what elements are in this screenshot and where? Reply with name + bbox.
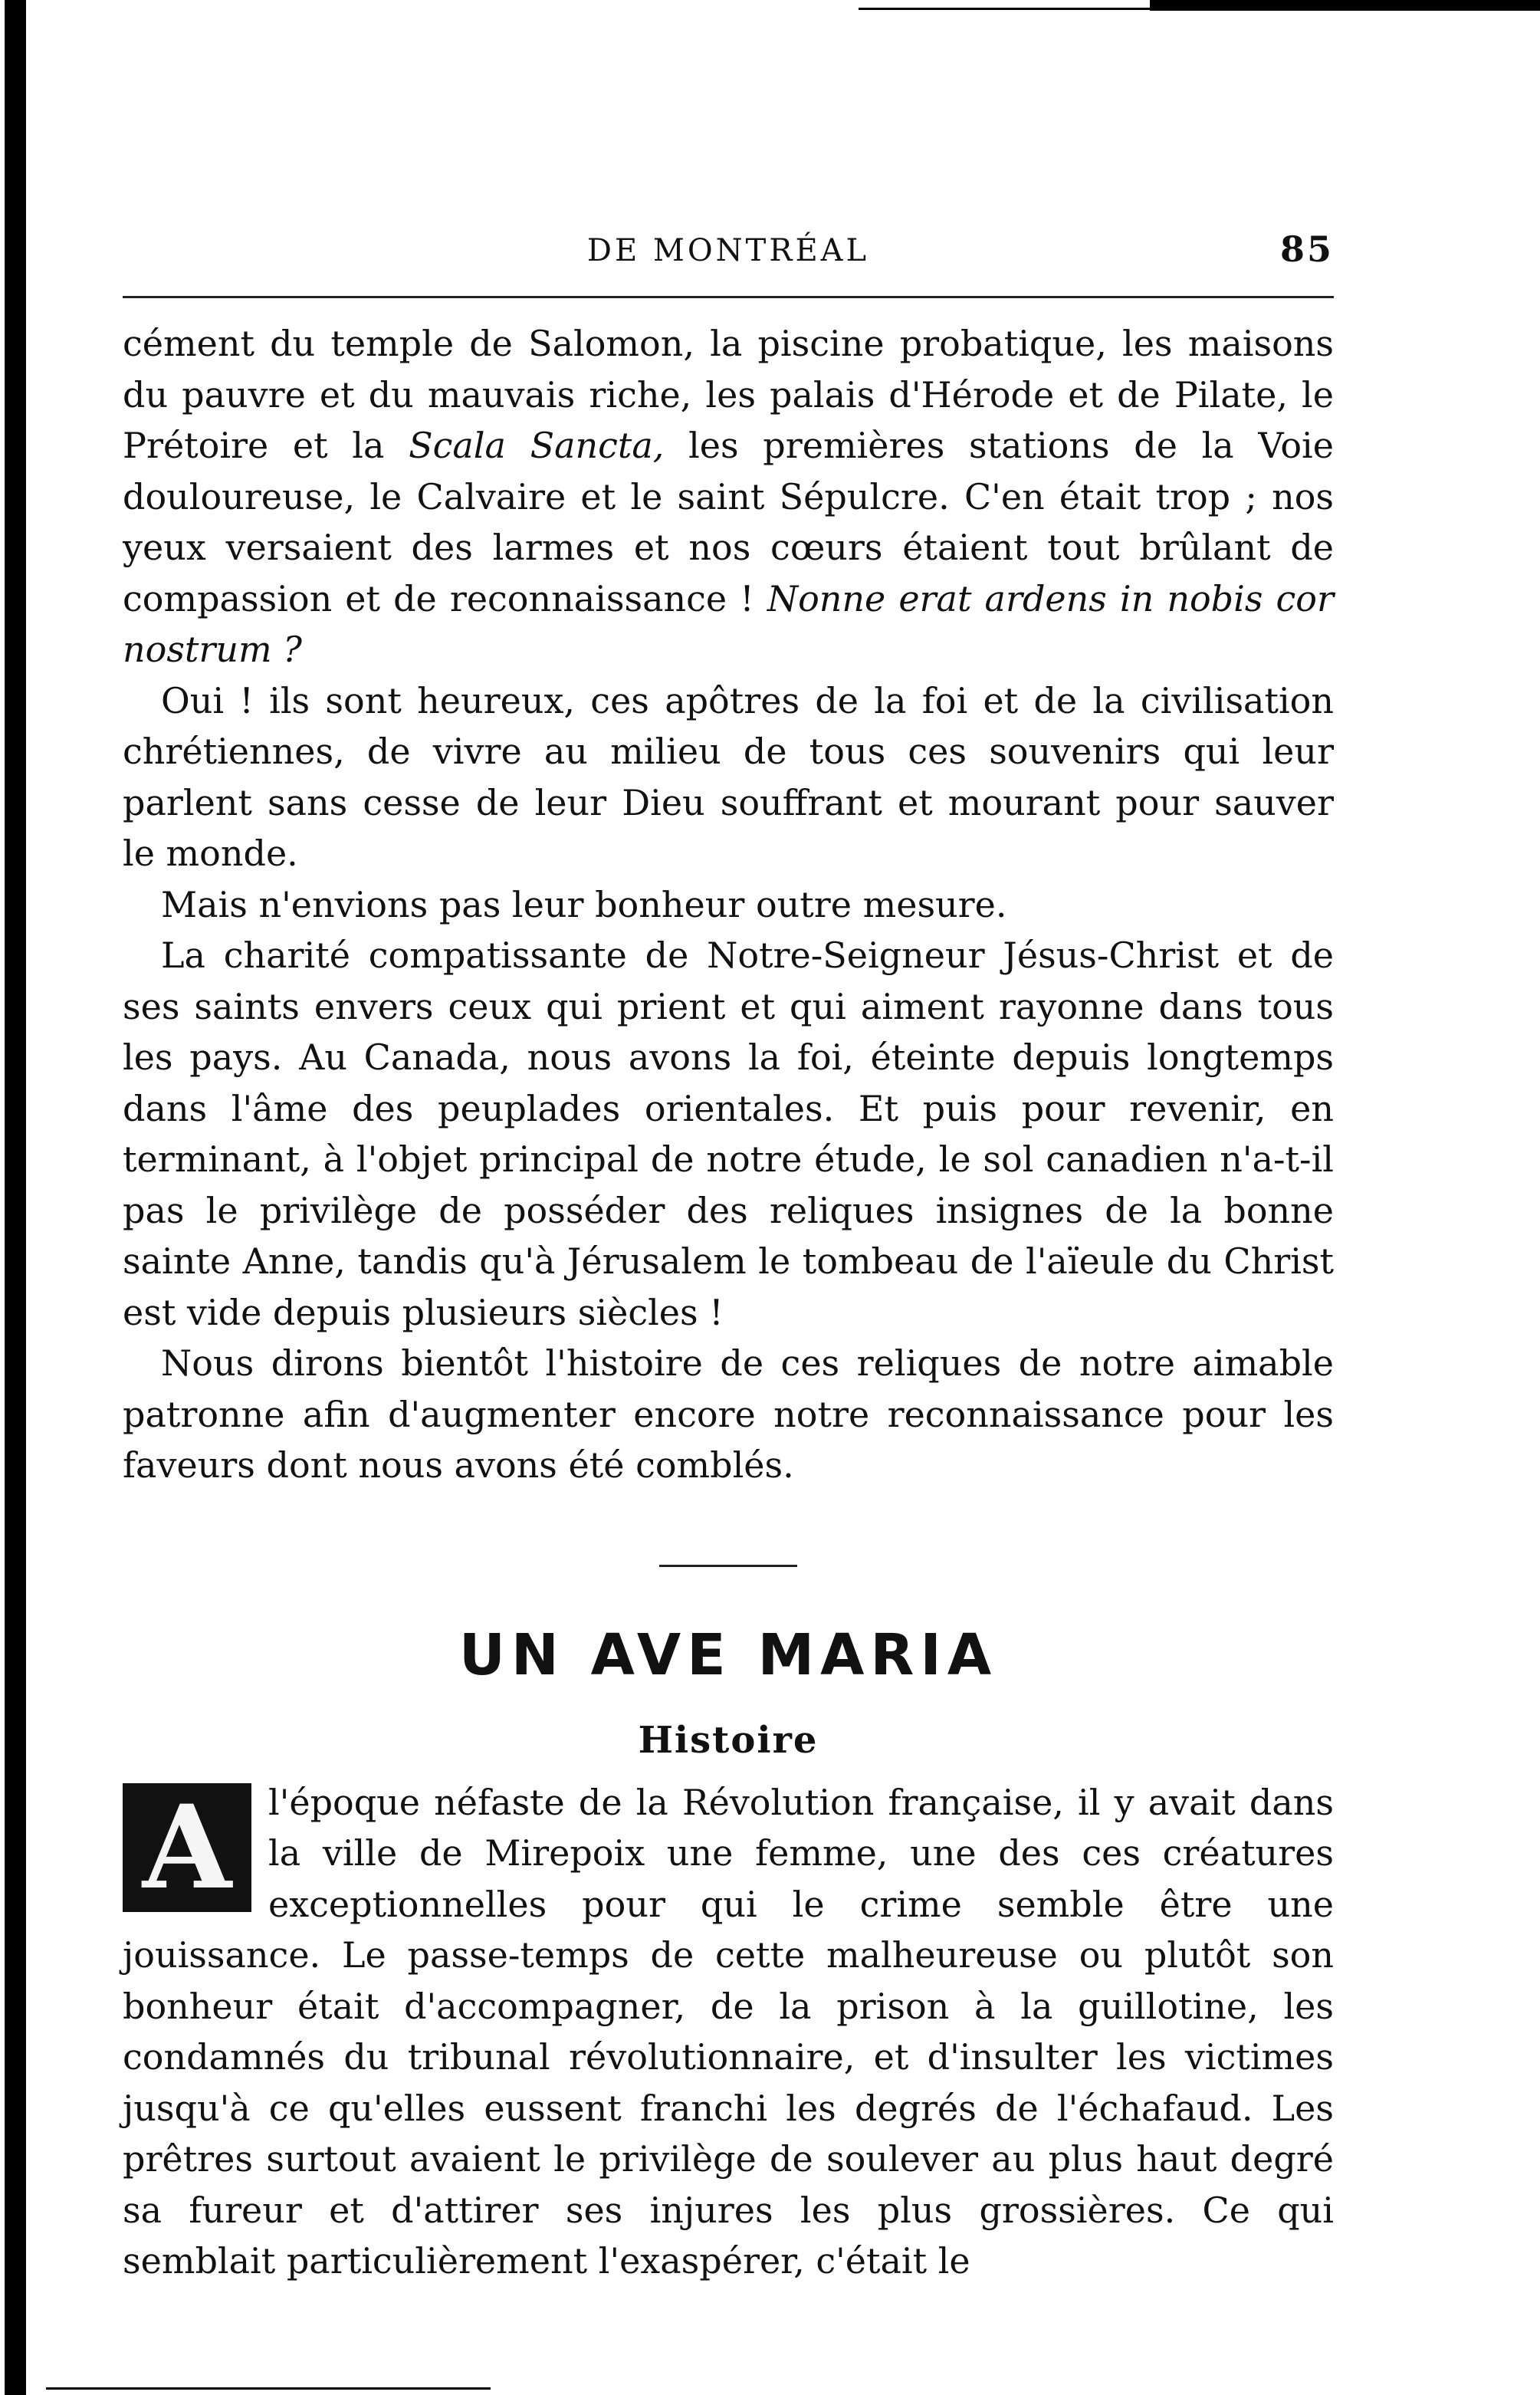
- drop-cap-ornament: [123, 1779, 251, 1915]
- paragraph-1: [123, 318, 1334, 675]
- paragraph-1-italic-scala: Scala Sancta,: [409, 425, 665, 466]
- scan-border-left: [5, 0, 26, 2395]
- paragraph-4: La charité compatissante de Notre-Seigneur Jésus-Christ et de ses saints envers ceux qui prient et qui aiment rayonne dans tous les pays. Au Canada, nous avons la foi, éteinte depuis longtemps dans l'âme des peuplades orientales. Et puis pour revenir, en terminant, à l'objet principal de notre étude, le sol canadien n'a-t-il pas le privilège de posséder des reliques insignes de la bonne sainte Anne, tandis qu'à Jérusalem le tombeau de l'aïeule du Christ est vide depuis plusieurs siècles !: [123, 935, 1334, 1333]
- section-subtitle: Histoire: [638, 1718, 819, 1762]
- story-block: [123, 1777, 1334, 2287]
- scan-border-top-thin: [859, 8, 1157, 10]
- paragraph-3: Mais n'envions pas leur bonheur outre mesure.: [161, 883, 1007, 925]
- running-head: [123, 222, 1334, 284]
- paragraph-5: Nous dirons bientôt l'histoire de ces reliques de notre aimable patronne afin d'augmenter encore notre reconnaissance pour les faveurs dont nous avons été comblés.: [123, 1342, 1334, 1486]
- section-separator: [659, 1565, 797, 1567]
- scan-border-bottom: [46, 2387, 491, 2390]
- story-body: l'époque néfaste de la Révolution française, il y avait dans la ville de Mirepoix une femme, une des ces créatures exceptionnelles pour qui le crime semble être une jouissance. Le passe-temps de cette malheureuse ou plutôt son bonheur était d'accompagner, de la prison à la guillotine, les condamnés du tribunal révolutionnaire, et d'insulter les victimes jusqu'à ce qu'elles eussent franchi les degrés de l'échafaud. Les prêtres surtout avaient le privilège de soulever au plus haut degré sa fureur et d'attirer ses injures les plus grossières. Ce qui semblait particulièrement l'exaspérer, c'était le: [123, 1781, 1334, 2282]
- running-title: DE MONTRÉAL: [586, 233, 870, 268]
- page-number: 85: [1279, 228, 1334, 270]
- paragraph-1-italic-latin: Nonne erat ardens in nobis cor nostrum ?: [123, 577, 1334, 670]
- paragraph-1-text: cément du temple de Salomon, la piscine probatique, les maisons du pauvre et du mauvais riche, les palais d'Hérode et de Pilate, le Prétoire et la: [123, 323, 1334, 466]
- section-title: UN AVE MARIA: [458, 1621, 998, 1688]
- page: [123, 222, 1334, 2287]
- header-rule: [123, 296, 1334, 298]
- scan-border-top: [1150, 0, 1540, 11]
- paragraph-2: Oui ! ils sont heureux, ces apôtres de la foi et de la civilisation chrétiennes, de vivre au milieu de tous ces souvenirs qui leur parlent sans cesse de leur Dieu souffrant et mourant pour sauver le monde.: [123, 679, 1334, 874]
- paragraph-1-text-cont: les premières stations de la Voie douloureuse, le Calvaire et le saint Sépulcre. C'en était trop ; nos yeux versaient des larmes et nos cœurs étaient tout brûlant de compassion et de reconnaissance !: [123, 425, 1334, 619]
- drop-cap-letter: A: [142, 1779, 232, 1915]
